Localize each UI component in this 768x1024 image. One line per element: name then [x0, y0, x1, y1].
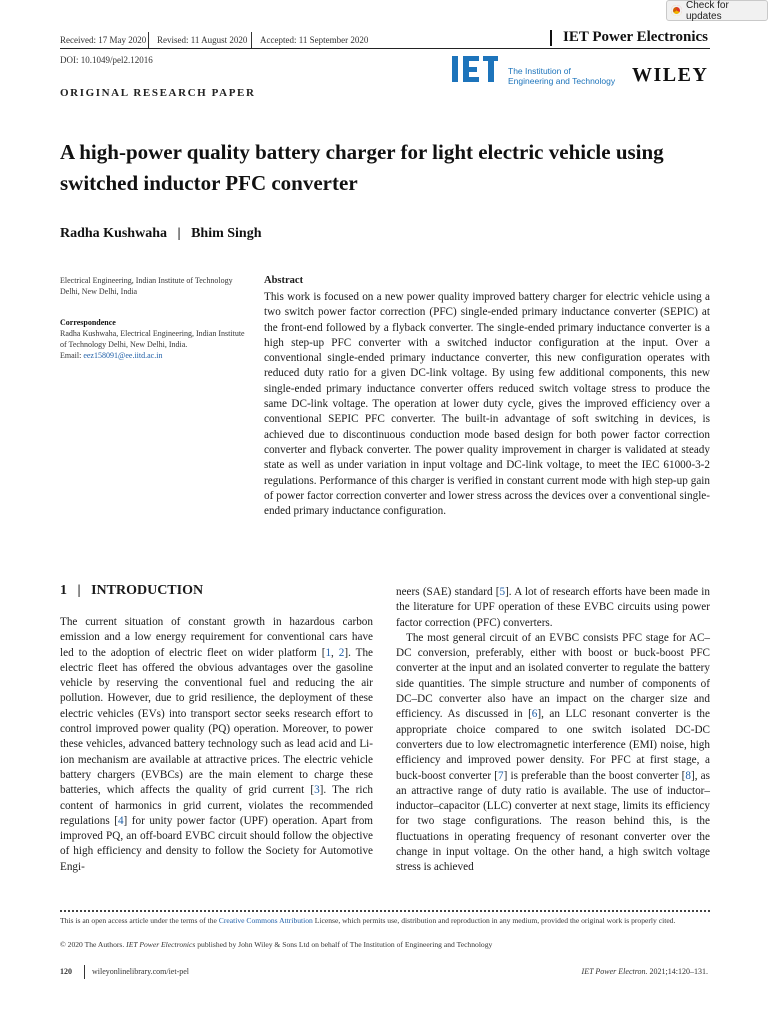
email-link[interactable]: eez158091@ee.iitd.ac.in [83, 351, 163, 360]
accepted-date: Accepted: 11 September 2020 [260, 35, 369, 45]
article-type: ORIGINAL RESEARCH PAPER [60, 87, 256, 99]
paragraph: The most general circuit of an EVBC consists PFC stage for AC–DC conversion, preferably, either with boost or buck-boost PFC converter at the input and an isolated converter to regulate the battery side quantities. The simple structure and number of components of DC–DC converter also have an impact on the charger size and efficiency. As discussed in [6], an LLC resonant converter is the appropriate choice compared to one switch isolated DC-DC converters due to low electromagnetic interference (EMI) noise, high efficiency and improved power density. For PFC at first stage, a buck-boost converter [7] is preferable than the boost converter [8], as an attractive range of duty ratio is available. The use of inductor–inductor–capacitor (LLC) converter at next stage, limits its efficiency for two stage configurations. The reason behind this, is the fluctuations in operating frequency of resonant converter over the change in input voltage. On the other hand, a high switch voltage stress is achieved [396, 631, 711, 874]
citation-link[interactable]: 8 [685, 769, 691, 782]
header-rule [60, 48, 710, 49]
correspondence-text: Radha Kushwaha, Electrical Engineering, Indian Institute of Technology Delhi, New Delhi, India. [60, 329, 245, 349]
footer-divider [84, 965, 85, 979]
author-list[interactable]: Radha Kushwaha | Bhim Singh [60, 226, 262, 241]
intro-left-column [60, 615, 373, 875]
abstract-heading: Abstract [264, 275, 304, 286]
affiliation: Electrical Engineering, Indian Institute of Technology Delhi, New Delhi, India [60, 276, 233, 296]
page-number: 120 [60, 967, 72, 976]
citation: IET Power Electron. 2021;14:120–131. [581, 967, 708, 976]
journal-divider [550, 30, 552, 46]
open-access-note: This is an open access article under the terms of the Creative Commons Attribution License, which permits use, distribution and reproduction in any medium, provided the original work is properly cited. [60, 916, 676, 925]
check-for-updates-button[interactable] [666, 0, 768, 21]
citation-link[interactable]: 5 [499, 586, 506, 598]
paragraph: The current situation of constant growth in hazardous carbon emission and a low energy requirement for conventional cars have led to the adoption of electric fleet on wider platform [1, 2]. The electric fleet has offered the obvious advantages over the gasoline vehicle by reserving the conventional fuel and reducing the air pollution. However, due to grid resilience, the deployment of these electric vehicles (EVs) into transport sector seeks research effort to control improved power quality (PQ) operation. Moreover, to power these vehicles, advanced battery technology such as lead acid and Li-ion mechanism are available at attractive prices. The electric vehicle battery chargers (EVBCs) are the main element to charge these batteries, which affects the quality of grid current [3]. The rich content of harmonics in grid current, violates the recommended regulations [4] for unity power factor (UPF) operation. Apart from improved PQ, an off-board EVBC circuit should follow the objective of high efficiency and density to follow the Society for Automotive Engi- [60, 616, 374, 873]
journal-name: IET Power Electronics [563, 29, 708, 45]
citation-link[interactable]: 6 [531, 708, 538, 721]
journal-url-link[interactable]: wileyonlinelibrary.com/iet-pel [92, 967, 190, 976]
citation-link[interactable]: 7 [498, 769, 504, 782]
abstract-body: This work is focused on a new power quality improved battery charger for electric vehicle using a two switch power factor correction (PFC) single-ended primary inductance converter (SEPIC) at the front-end followed by a flyback converter. The single-ended primary inductance converter is a high step-up PFC converter with a switched inductor configuration at the input. Over a conventional single-ended primary inductance converter, this new configuration operates with reduced duty ratio for a given DC-link voltage. By using few additional components, this new single-ended primary inductance converter offers reduced switch voltage stress to produce the same DC-link voltage. The operation at lower duty cycle, gives the improved efficiency over a conventional SEPIC PFC converter. The built-in advantage of soft switching in devices, is achieved due to discontinuous conduction mode based design for both power factor correction converter and flyback converter. The power quality improvement in charger is validated at steady state as well as under variation in input voltage and DC-link voltage, to meet the IEC 61000-3-2 regulations. Performance of this charger is verified in constant current mode with high step-up gain of power factor correction converter and lower stress across the devices over a conventional single-ended primary inductance configuration. [264, 291, 710, 518]
check-for-updates-label: Check for updates [685, 0, 729, 22]
meta-divider [251, 32, 252, 48]
citation-link[interactable]: 3 [314, 784, 320, 797]
intro-right-column [396, 585, 710, 876]
correspondence [60, 317, 250, 361]
email-label: Email: [60, 351, 84, 360]
license-link[interactable]: Creative Commons Attribution [218, 916, 313, 925]
copyright-note: © 2020 The Authors. IET Power Electronics published by John Wiley & Sons Ltd on behalf of The Institution of Engineering and Technology [60, 940, 493, 949]
received-date: Received: 17 May 2020 [60, 35, 147, 45]
paragraph: neers (SAE) standard [5]. A lot of research efforts have been made in the literature for UPF operation of these EVBC circuits using power factor correction (PFC) converters. [396, 586, 710, 629]
wiley-logo: WILEY [632, 64, 709, 86]
doi[interactable]: DOI: 10.1049/pel2.12016 [60, 55, 153, 65]
paper-title: A high-power quality battery charger for light electric vehicle using switched inductor PFC converter [60, 140, 664, 195]
correspondence-heading: Correspondence [60, 318, 116, 327]
iet-logo [452, 56, 498, 82]
section-heading: 1 | INTRODUCTION [60, 583, 204, 598]
revised-date: Revised: 11 August 2020 [157, 35, 248, 45]
citation-link[interactable]: 1 [325, 646, 332, 659]
iet-logo-text: The Institution of Engineering and Technology [508, 66, 616, 86]
meta-divider [148, 32, 149, 48]
citation-link[interactable]: 4 [117, 814, 124, 827]
crossmark-icon [671, 5, 682, 16]
footnote-divider [60, 910, 710, 912]
citation-link[interactable]: 2 [338, 646, 345, 659]
